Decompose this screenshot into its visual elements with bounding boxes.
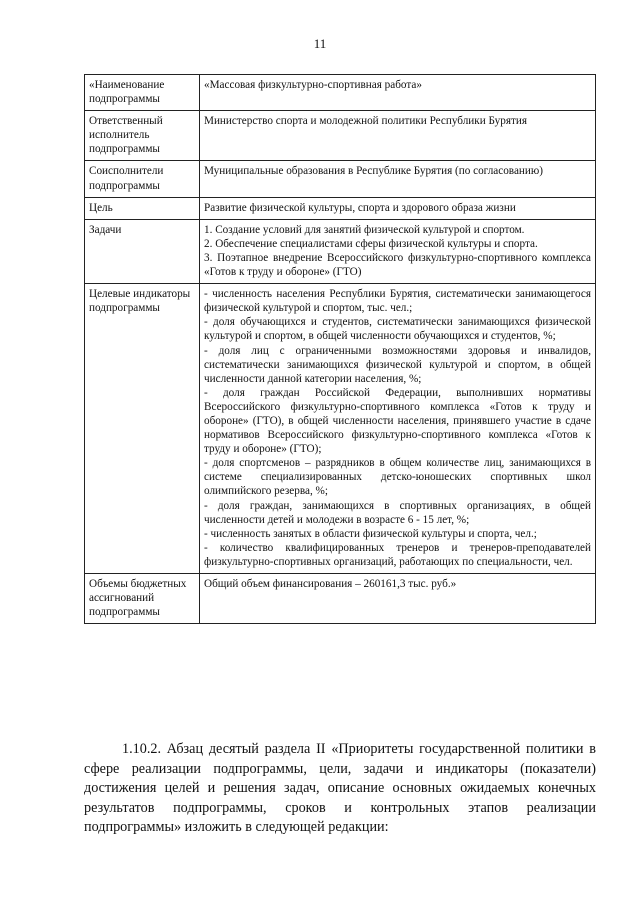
indicator-item: - численность занятых в области физической культуры и спорта, чел.; xyxy=(204,527,537,540)
task-item: 2. Обеспечение специалистами сферы физической культуры и спорта. xyxy=(204,237,538,250)
table-row xyxy=(85,574,596,624)
table-row xyxy=(85,75,596,111)
row-label-goal: Цель xyxy=(85,197,200,219)
value-line: Муниципальные образования в Республике Бурятия (по согласованию) xyxy=(204,165,543,178)
row-value-tasks xyxy=(200,219,596,283)
page-number: 11 xyxy=(313,36,327,51)
row-label-tasks: Задачи xyxy=(85,219,200,283)
table-row xyxy=(85,161,596,197)
row-value-indicators xyxy=(200,284,596,574)
value-line: «Массовая физкультурно-спортивная работа» xyxy=(204,79,422,91)
task-item: 1. Создание условий для занятий физической культурой и спортом. xyxy=(204,223,525,236)
row-value-name xyxy=(200,75,596,111)
row-label-responsible: Ответственный исполнитель подпрограммы xyxy=(85,111,200,161)
row-label-coexecutors: Соисполнители подпрограммы xyxy=(85,161,200,197)
indicator-item: - доля граждан Российской Федерации, выполнивших нормативы Всероссийского физкультурно-спортивного комплекса «Готов к труду и обороне» (ГТО), в общей численности населения, принявшего участие в сдаче нормативов Всероссийского физкультурно-спортивного комплекса «Готов к труду и обороне» (ГТО); xyxy=(204,386,591,456)
table-row xyxy=(85,197,596,219)
row-label-indicators: Целевые индикаторы подпрограммы xyxy=(85,284,200,574)
value-line: Развитие физической культуры, спорта и здорового образа жизни xyxy=(204,201,516,214)
indicator-item: - доля лиц с ограниченными возможностями здоровья и инвалидов, систематически занимающихся физической культурой и спортом, в общей численности данной категории населения, %; xyxy=(204,344,591,385)
amendment-text: 1.10.2. Абзац десятый раздела II «Приоритеты государственной политики в сфере реализации подпрограммы, цели, задачи и индикаторы (показатели) достижения целей и решения задач, описание основных ожидаемых конечных результатов подпрограммы, сроков и контрольных этапов реализации подпрограммы» изложить в следующей редакции: xyxy=(84,741,596,836)
row-value-responsible xyxy=(200,111,596,161)
indicator-item: - доля спортсменов – разрядников в общем количестве лиц, занимающихся в системе специализированных детско-юношеских спортивных школ олимпийского резерва, %; xyxy=(204,457,591,498)
value-line: Министерство спорта и молодежной политики Республики Бурятия xyxy=(204,115,527,128)
subprogram-passport-table xyxy=(84,74,596,624)
row-label-funding: Объемы бюджетных ассигнований подпрограммы xyxy=(85,574,200,624)
row-value-funding xyxy=(200,574,596,624)
amendment-paragraph xyxy=(84,740,596,838)
indicator-item: - доля обучающихся и студентов, систематически занимающихся физической культурой и спортом, в общей численности обучающихся и студентов, %; xyxy=(204,316,591,343)
row-value-coexecutors xyxy=(200,161,596,197)
task-item: 3. Поэтапное внедрение Всероссийского физкультурно-спортивного комплекса «Готов к труду и обороне» (ГТО) xyxy=(204,251,591,279)
indicator-item: - численность населения Республики Бурятия, систематически занимающегося физической культурой и спортом, тыс. чел.; xyxy=(204,288,591,315)
indicator-item: - доля граждан, занимающихся в спортивных организациях, в общей численности детей и молодежи в возрасте 6 - 15 лет, %; xyxy=(204,499,591,526)
row-label-name: «Наименование подпрограммы xyxy=(85,75,200,111)
table-row xyxy=(85,284,596,574)
table-row xyxy=(85,111,596,161)
row-value-goal xyxy=(200,197,596,219)
indicator-item: - количество квалифицированных тренеров и тренеров-преподавателей физкультурно-спортивных организаций, работающих по специальности, чел. xyxy=(204,541,591,568)
table-row xyxy=(85,219,596,283)
value-line: Общий объем финансирования – 260161,3 тыс. руб.» xyxy=(204,578,457,590)
